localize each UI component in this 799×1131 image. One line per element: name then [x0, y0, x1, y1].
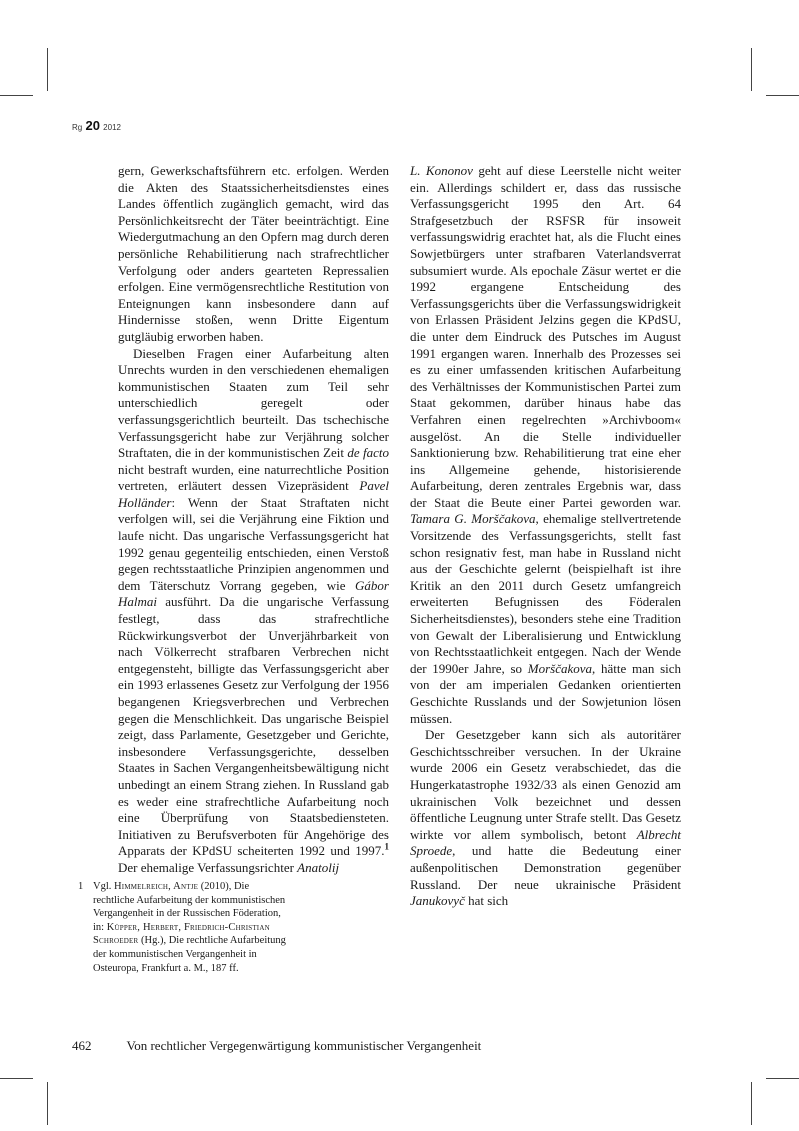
name-albrecht-sproede: Albrecht Sproede: [410, 826, 681, 859]
crop-mark-bottom-right: [751, 1082, 752, 1125]
footnote-text: Vgl. Himmelreich, Antje (2010), Die rechtliche Aufarbeitung der kommunistischen Vergangenheit in der Russischen Föderation, in: Küpper, Herbert, Friedrich-Christian Schroeder (Hg.), Die rechtliche Aufarbeitung der kommunistischen Vergangenheit in Osteuropa, Frankfurt a. M., 187 ff.: [93, 881, 286, 974]
crop-mark-top-left: [47, 48, 48, 91]
left-paragraph-2: Dieselben Fragen einer Aufarbeitung alten Unrechts wurden in den verschiedenen ehemaligen kommunistischen Staaten zum Teil sehr unterschiedlich geregelt oder verfassungsgerichtlich beurteilt. Das tschechische Verfassungsgericht habe zur Verjährung solcher Straftaten, die in der kommunistischen Zeit de facto nicht bestraft wurden, eine naturrechtliche Position vertreten, erläutert dessen Vizepräsident Pavel Holländer: Wenn der Staat Straftaten nicht verfolgen will, sei die Verjährung eine Fiktion und laufe nicht. Das ungarische Verfassungsgericht hat 1992 genau gegenteilig entschieden, einen Verstoß gegen rechtsstaatliche Prinzipien angenommen und dem Täterschutz Vorrang gegeben, wie Gábor Halmai ausführt. Da die ungarische Verfassung festlegt, dass das strafrechtliche Rückwirkungsverbot der Unverjährbarkeit von nach Völkerrecht strafbaren Verbrechen nicht entgegensteht, billigte das Verfassungsgericht aber ein 1993 erlassenes Gesetz zur Verfolgung der 1956 begangenen Kriegsverbrechen und Verbrechen gegen die Menschlichkeit. Das ungarische Beispiel zeigt, dass Parlamente, Gesetzgeber und Gerichte, insbesondere Verfassungsgerichte, desselben Staates in Sachen Vergangenheitsbewältigung nicht unbedingt an einem Strang ziehen. In Russland gab es weder eine strafrechtliche Aufarbeitung noch eine Überprüfung von Staatsbediensteten. Initiativen zu Berufsverboten für Angehörige des Apparats der KPdSU scheiterten 1992 und 1997.$^1$ Der ehemalige Verfassungsrichter Anatolij: [118, 345, 390, 875]
page-number: 462: [72, 1038, 92, 1053]
name-morscakova: Morščakova: [527, 660, 593, 676]
name-pavel-hollaender: Pavel Holländer: [118, 478, 389, 510]
right-paragraph-1: L. Kononov geht auf diese Leerstelle nicht weiter ein. Allerdings schildert er, dass das russische Verfassungsgericht 1995 den Art. 64 Strafgesetzbuch der RSFSR für insoweit verfassungswidrig erachtet hat, als die Flucht eines Sowjetbürgers unter strafbaren Vaterlandsverrat subsumiert wurde. Als epochale Zäsur wertet er die 1992 ergangene Entscheidung des Verfassungsgerichts über die Verfassungswidrigkeit von Erlassen Präsident Jelzins gegen die KPdSU, die unter dem Eindruck des Putsches im August 1991 ergangen waren. Innerhalb des Prozesses sei es zu einer umfassenden kritischen Aufarbeitung des Verhältnisses der Kommunistischen Partei zum Staat gekommen, darüber hinaus habe das Verfahren einen regelrechten »Archivboom« ausgelöst. An die Stelle individueller Sanktionierung bzw. Rehabilitierung trat eine eher ins Allgemeine gehende, historisierende Aufarbeitung, deren zentrales Ergebnis war, dass der Staat die Beute einer Partei geworden war. Tamara G. Morščakova, ehemalige stellvertretende Vorsitzende des Verfassungsgerichts, stellt fast schon resignativ fest, man habe in Russland nicht aus der Geschichte gelernt (beispielhaft ist ihre Kritik an den 2011 durch Gesetz umfangreich erweiterten Befugnissen des Föderalen Sicherheitsdienstes), besonders stehe eine Tradition von Gewalt der Liberalisierung und Entwicklung von Rechtsstaatlichkeit entgegen. Nach der Wende der 1990er Jahre, so Morščakova, hätte man sich von der am imperialen Gedanken orientierten Geschichte Russlands und der Sowjetunion lösen müssen.: [410, 163, 682, 726]
left-column: [118, 163, 389, 877]
name-kononov: L. Kononov: [410, 163, 473, 178]
footnote-author-himmelreich: Himmelreich, Antje: [114, 881, 199, 892]
footnote-number: 1: [78, 881, 84, 892]
page-footer: [72, 1038, 481, 1054]
name-tamara-morscakova: Tamara G. Morščakova: [410, 511, 536, 527]
book-title: Von rechtlicher Vergegenwärtigung kommunistischer Vergangenheit: [126, 1038, 482, 1053]
footnote-editors: Küpper, Herbert, Friedrich-Christian Schroeder: [93, 921, 270, 947]
name-janukovyc: Janukovyč: [410, 893, 465, 909]
name-gabor-halmai: Gábor Halmai: [118, 577, 389, 610]
crop-mark-top-right: [751, 48, 752, 91]
running-head-year: 2012: [103, 123, 121, 132]
right-column: [410, 163, 681, 910]
emphasis-de-facto: de facto: [347, 445, 390, 461]
crop-mark-top-right-h: [766, 95, 799, 96]
running-head-prefix: Rg: [72, 123, 83, 132]
running-head: [72, 118, 121, 133]
right-paragraph-2: Der Gesetzgeber kann sich als autoritärer Geschichtsschreiber versuchen. In der Ukraine wurde 2006 ein Gesetz verabschiedet, das die Hungerkatastrophe 1932/33 als einen Genozid am ukrainischen Volk bezeichnet und dessen öffentliche Leugnung unter Strafe stellt. Das Gesetz wirkte vor allem symbolisch, betont Albrecht Sproede, und hatte die Bedeutung einer außenpolitischen Demonstration gegenüber Russland. Der neue ukrainische Präsident Janukovyč hat sich: [410, 727, 681, 909]
crop-mark-bottom-left: [47, 1082, 48, 1125]
crop-mark-top-left-h: [0, 95, 33, 96]
crop-mark-bottom-right-h: [766, 1078, 799, 1079]
crop-mark-bottom-left-h: [0, 1078, 33, 1079]
running-head-volume: 20: [85, 118, 100, 133]
left-paragraph-1: gern, Gewerkschaftsführern etc. erfolgen. Werden die Akten des Staatssicherheitsdienstes eines Landes öffentlich zugänglich gemacht, wird das Persönlichkeitsrecht der Täter beeinträchtigt. Eine Wiedergutmachung an den Opfern mag durch deren persönliche Rehabilitierung nach strafrechtlicher Verfolgung oder anders gearteten Repressalien erfolgen. Eine vermögensrechtliche Restitution von Enteignungen kann insbesondere dann auf Hindernisse stoßen, wenn Dritte Eigentum gutgläubig erworben haben.: [118, 163, 389, 344]
footnote-reference[interactable]: 1: [384, 842, 389, 853]
footnote: [78, 880, 293, 975]
name-anatolij: Anatolij: [297, 859, 340, 875]
